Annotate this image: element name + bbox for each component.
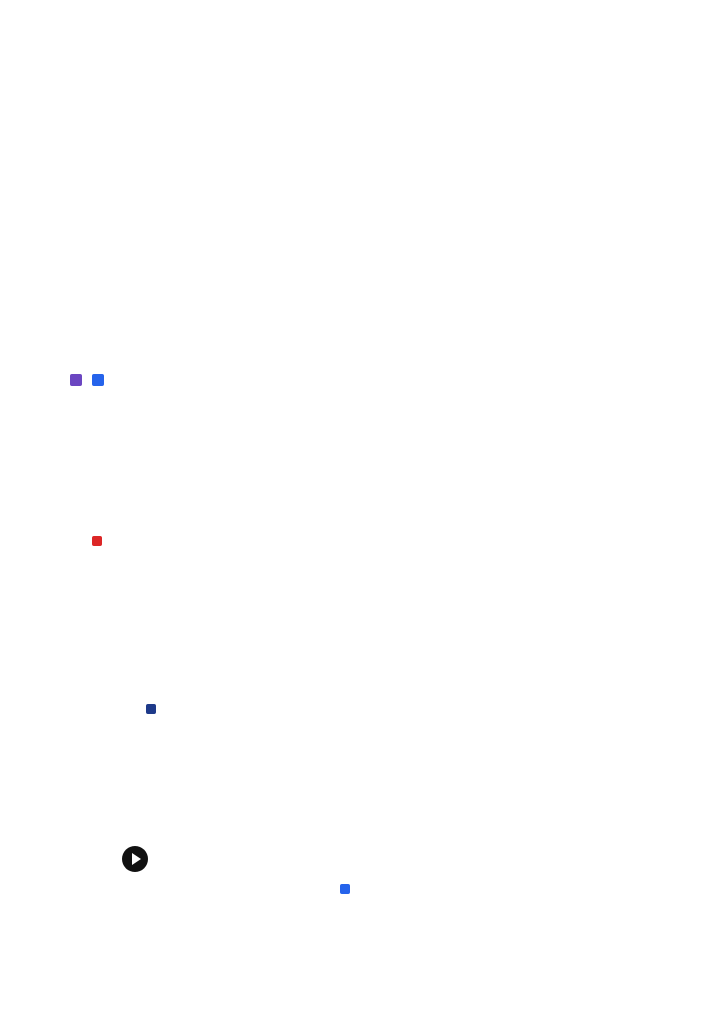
text-line <box>62 233 690 246</box>
text-line <box>62 805 690 818</box>
text-line <box>62 298 690 311</box>
text-line <box>62 675 690 688</box>
text-line <box>62 532 690 545</box>
text-line <box>62 779 690 792</box>
red-x-icon <box>92 536 102 546</box>
text-line <box>62 922 690 935</box>
text-line <box>62 142 690 155</box>
text-line <box>62 376 690 389</box>
text-line <box>62 441 690 454</box>
text-line <box>62 844 690 857</box>
text-line <box>62 597 690 610</box>
purple-badge-icon <box>70 374 82 386</box>
text-line <box>62 896 690 909</box>
text-line <box>62 701 690 714</box>
text-line <box>62 766 690 779</box>
text-line <box>62 77 690 90</box>
text-line <box>62 870 690 883</box>
text-line <box>62 740 690 753</box>
text-line <box>62 103 690 116</box>
text-line <box>62 714 690 727</box>
text-line <box>62 428 690 441</box>
text-line <box>62 285 690 298</box>
text-line <box>62 168 690 181</box>
text-line <box>62 194 690 207</box>
text-line <box>62 610 690 623</box>
text-line <box>62 259 690 272</box>
text-line <box>62 90 690 103</box>
text-line <box>62 324 690 337</box>
text-line <box>62 181 690 194</box>
text-line <box>62 155 690 168</box>
text-line <box>62 636 690 649</box>
play-button-icon[interactable] <box>122 846 148 872</box>
text-line <box>62 363 690 376</box>
text-line <box>62 558 690 571</box>
text-line <box>62 818 690 831</box>
text-line <box>62 571 690 584</box>
text-line <box>62 415 690 428</box>
text-line <box>62 753 690 766</box>
document-body <box>62 64 690 972</box>
text-line <box>62 935 690 948</box>
text-line <box>62 246 690 259</box>
document-icon <box>340 884 350 894</box>
text-line <box>62 337 690 350</box>
text-line <box>62 220 690 233</box>
text-line <box>62 389 690 402</box>
text-line <box>62 480 690 493</box>
text-line <box>62 272 690 285</box>
text-line <box>62 350 690 363</box>
text-line <box>62 857 690 870</box>
text-line <box>62 662 690 675</box>
text-line <box>62 649 690 662</box>
text-line <box>62 402 690 415</box>
text-line <box>62 883 690 896</box>
text-line <box>62 506 690 519</box>
text-line <box>62 909 690 922</box>
text-line <box>62 116 690 129</box>
text-line <box>62 207 690 220</box>
text-line <box>62 623 690 636</box>
text-line <box>62 311 690 324</box>
text-line <box>62 831 690 844</box>
text-line <box>62 688 690 701</box>
image-thumbnail-icon <box>146 704 156 714</box>
text-line <box>62 519 690 532</box>
info-icon <box>92 374 104 386</box>
text-line <box>62 948 690 961</box>
text-line <box>62 454 690 467</box>
text-line <box>62 493 690 506</box>
text-line <box>62 467 690 480</box>
text-line <box>62 792 690 805</box>
text-line <box>62 129 690 142</box>
text-line <box>62 64 690 77</box>
text-line <box>62 545 690 558</box>
text-line <box>62 584 690 597</box>
text-line <box>62 727 690 740</box>
